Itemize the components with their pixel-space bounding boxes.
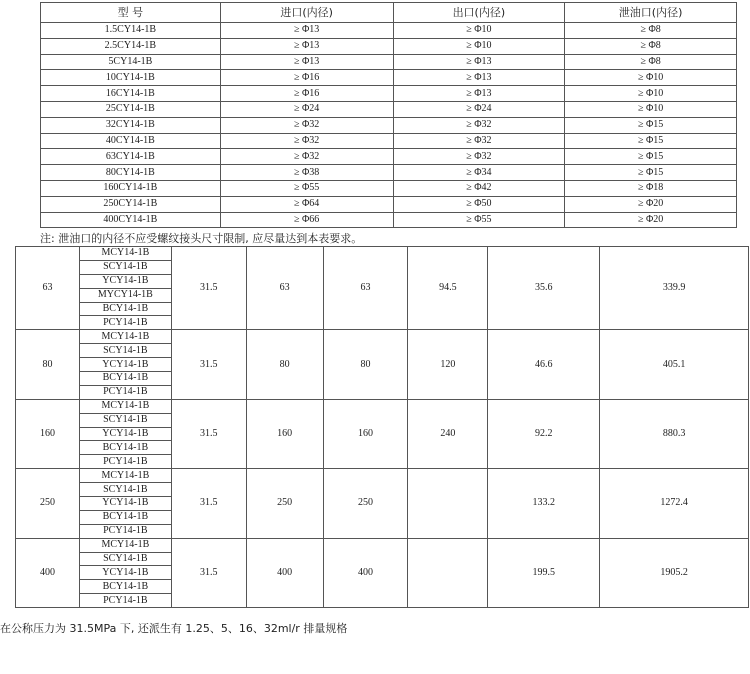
footer-note: 在公称压力为 31.5MPa 下, 还派生有 1.25、5、16、32ml/r 排量规格 bbox=[0, 622, 348, 635]
pressure-cell: 31.5 bbox=[171, 330, 246, 399]
table-row bbox=[41, 212, 737, 228]
table-note: 注: 泄油口的内径不应受螺纹接头尺寸限制, 应尽量达到本表要求。 bbox=[40, 232, 363, 245]
outlet-cell: ≥ Φ50 bbox=[393, 196, 565, 212]
value-cell-d: 92.2 bbox=[488, 399, 600, 468]
drain-cell: ≥ Φ15 bbox=[565, 149, 737, 165]
drain-cell: ≥ Φ10 bbox=[565, 101, 737, 117]
outlet-cell: ≥ Φ55 bbox=[393, 212, 565, 228]
inlet-cell: ≥ Φ13 bbox=[220, 54, 393, 70]
model-cell: YCY14-1B bbox=[79, 427, 171, 441]
value-cell-b: 63 bbox=[323, 247, 408, 330]
model-cell: YCY14-1B bbox=[79, 566, 171, 580]
model-cell: MYCY14-1B bbox=[79, 288, 171, 302]
model-cell: PCY14-1B bbox=[79, 316, 171, 330]
model-cell: BCY14-1B bbox=[79, 441, 171, 455]
model-cell: 2.5CY14-1B bbox=[41, 38, 221, 54]
value-cell-c: 94.5 bbox=[408, 247, 488, 330]
table-row bbox=[41, 23, 737, 39]
size-cell: 400 bbox=[16, 538, 80, 607]
inlet-cell: ≥ Φ16 bbox=[220, 86, 393, 102]
table-row bbox=[16, 330, 749, 344]
model-cell: PCY14-1B bbox=[79, 594, 171, 608]
table-row bbox=[41, 180, 737, 196]
pressure-cell: 31.5 bbox=[171, 399, 246, 468]
table-row bbox=[41, 165, 737, 181]
inlet-cell: ≥ Φ32 bbox=[220, 117, 393, 133]
drain-cell: ≥ Φ10 bbox=[565, 86, 737, 102]
model-cell: 250CY14-1B bbox=[41, 196, 221, 212]
size-cell: 160 bbox=[16, 399, 80, 468]
model-cell: BCY14-1B bbox=[79, 510, 171, 524]
model-cell: 25CY14-1B bbox=[41, 101, 221, 117]
value-cell-b: 160 bbox=[323, 399, 408, 468]
model-cell: 32CY14-1B bbox=[41, 117, 221, 133]
header-outlet: 出口(内径) bbox=[393, 3, 565, 23]
model-cell: 40CY14-1B bbox=[41, 133, 221, 149]
table-row bbox=[41, 70, 737, 86]
value-cell-d: 199.5 bbox=[488, 538, 600, 607]
outlet-cell: ≥ Φ13 bbox=[393, 86, 565, 102]
model-cell: 1.5CY14-1B bbox=[41, 23, 221, 39]
inlet-cell: ≥ Φ64 bbox=[220, 196, 393, 212]
value-cell-e: 405.1 bbox=[600, 330, 749, 399]
inlet-cell: ≥ Φ66 bbox=[220, 212, 393, 228]
model-cell: 80CY14-1B bbox=[41, 165, 221, 181]
drain-cell: ≥ Φ15 bbox=[565, 165, 737, 181]
pressure-cell: 31.5 bbox=[171, 247, 246, 330]
value-cell-d: 35.6 bbox=[488, 247, 600, 330]
inlet-cell: ≥ Φ16 bbox=[220, 70, 393, 86]
model-cell: MCY14-1B bbox=[79, 330, 171, 344]
port-size-header-row bbox=[41, 3, 737, 23]
value-cell-e: 880.3 bbox=[600, 399, 749, 468]
value-cell-a: 160 bbox=[246, 399, 323, 468]
outlet-cell: ≥ Φ32 bbox=[393, 149, 565, 165]
outlet-cell: ≥ Φ42 bbox=[393, 180, 565, 196]
table-row bbox=[41, 54, 737, 70]
model-cell: PCY14-1B bbox=[79, 385, 171, 399]
model-cell: 5CY14-1B bbox=[41, 54, 221, 70]
model-cell: PCY14-1B bbox=[79, 524, 171, 538]
model-cell: 16CY14-1B bbox=[41, 86, 221, 102]
model-cell: SCY14-1B bbox=[79, 552, 171, 566]
value-cell-d: 133.2 bbox=[488, 469, 600, 538]
model-cell: YCY14-1B bbox=[79, 274, 171, 288]
size-cell: 80 bbox=[16, 330, 80, 399]
displacement-body bbox=[16, 247, 749, 608]
outlet-cell: ≥ Φ32 bbox=[393, 117, 565, 133]
drain-cell: ≥ Φ20 bbox=[565, 196, 737, 212]
model-cell: SCY14-1B bbox=[79, 483, 171, 497]
model-cell: SCY14-1B bbox=[79, 260, 171, 274]
value-cell-a: 80 bbox=[246, 330, 323, 399]
outlet-cell: ≥ Φ34 bbox=[393, 165, 565, 181]
value-cell-c: 240 bbox=[408, 399, 488, 468]
drain-cell: ≥ Φ8 bbox=[565, 54, 737, 70]
inlet-cell: ≥ Φ13 bbox=[220, 38, 393, 54]
table-row bbox=[16, 399, 749, 413]
value-cell-e: 1272.4 bbox=[600, 469, 749, 538]
outlet-cell: ≥ Φ10 bbox=[393, 23, 565, 39]
table-row bbox=[41, 149, 737, 165]
value-cell-d: 46.6 bbox=[488, 330, 600, 399]
inlet-cell: ≥ Φ32 bbox=[220, 149, 393, 165]
model-cell: SCY14-1B bbox=[79, 344, 171, 358]
inlet-cell: ≥ Φ55 bbox=[220, 180, 393, 196]
outlet-cell: ≥ Φ10 bbox=[393, 38, 565, 54]
outlet-cell: ≥ Φ13 bbox=[393, 54, 565, 70]
value-cell-a: 400 bbox=[246, 538, 323, 607]
drain-cell: ≥ Φ18 bbox=[565, 180, 737, 196]
inlet-cell: ≥ Φ13 bbox=[220, 23, 393, 39]
table-row bbox=[16, 538, 749, 552]
table-row bbox=[41, 133, 737, 149]
size-cell: 63 bbox=[16, 247, 80, 330]
displacement-table bbox=[15, 246, 749, 608]
outlet-cell: ≥ Φ24 bbox=[393, 101, 565, 117]
outlet-cell: ≥ Φ32 bbox=[393, 133, 565, 149]
table-row bbox=[41, 38, 737, 54]
model-cell: MCY14-1B bbox=[79, 469, 171, 483]
inlet-cell: ≥ Φ24 bbox=[220, 101, 393, 117]
model-cell: 63CY14-1B bbox=[41, 149, 221, 165]
value-cell-c: 120 bbox=[408, 330, 488, 399]
table-row bbox=[41, 196, 737, 212]
model-cell: MCY14-1B bbox=[79, 399, 171, 413]
value-cell-e: 1905.2 bbox=[600, 538, 749, 607]
drain-cell: ≥ Φ15 bbox=[565, 133, 737, 149]
inlet-cell: ≥ Φ38 bbox=[220, 165, 393, 181]
model-cell: BCY14-1B bbox=[79, 580, 171, 594]
drain-cell: ≥ Φ15 bbox=[565, 117, 737, 133]
inlet-cell: ≥ Φ32 bbox=[220, 133, 393, 149]
value-cell-b: 80 bbox=[323, 330, 408, 399]
model-cell: YCY14-1B bbox=[79, 358, 171, 372]
model-cell: BCY14-1B bbox=[79, 372, 171, 386]
header-model: 型 号 bbox=[41, 3, 221, 23]
model-cell: MCY14-1B bbox=[79, 247, 171, 261]
value-cell-e: 339.9 bbox=[600, 247, 749, 330]
table-row bbox=[16, 247, 749, 261]
model-cell: 400CY14-1B bbox=[41, 212, 221, 228]
value-cell-c bbox=[408, 538, 488, 607]
pressure-cell: 31.5 bbox=[171, 469, 246, 538]
table-row bbox=[41, 86, 737, 102]
port-size-table bbox=[40, 2, 737, 228]
table-row bbox=[41, 117, 737, 133]
model-cell: SCY14-1B bbox=[79, 413, 171, 427]
model-cell: YCY14-1B bbox=[79, 497, 171, 511]
model-cell: 160CY14-1B bbox=[41, 180, 221, 196]
value-cell-a: 63 bbox=[246, 247, 323, 330]
value-cell-c bbox=[408, 469, 488, 538]
value-cell-b: 400 bbox=[323, 538, 408, 607]
model-cell: PCY14-1B bbox=[79, 455, 171, 469]
header-inlet: 进口(内径) bbox=[220, 3, 393, 23]
drain-cell: ≥ Φ8 bbox=[565, 38, 737, 54]
table-row bbox=[16, 469, 749, 483]
model-cell: MCY14-1B bbox=[79, 538, 171, 552]
drain-cell: ≥ Φ8 bbox=[565, 23, 737, 39]
model-cell: 10CY14-1B bbox=[41, 70, 221, 86]
header-drain: 泄油口(内径) bbox=[565, 3, 737, 23]
drain-cell: ≥ Φ10 bbox=[565, 70, 737, 86]
drain-cell: ≥ Φ20 bbox=[565, 212, 737, 228]
table-row bbox=[41, 101, 737, 117]
port-size-body bbox=[41, 23, 737, 228]
value-cell-b: 250 bbox=[323, 469, 408, 538]
outlet-cell: ≥ Φ13 bbox=[393, 70, 565, 86]
size-cell: 250 bbox=[16, 469, 80, 538]
value-cell-a: 250 bbox=[246, 469, 323, 538]
model-cell: BCY14-1B bbox=[79, 302, 171, 316]
pressure-cell: 31.5 bbox=[171, 538, 246, 607]
